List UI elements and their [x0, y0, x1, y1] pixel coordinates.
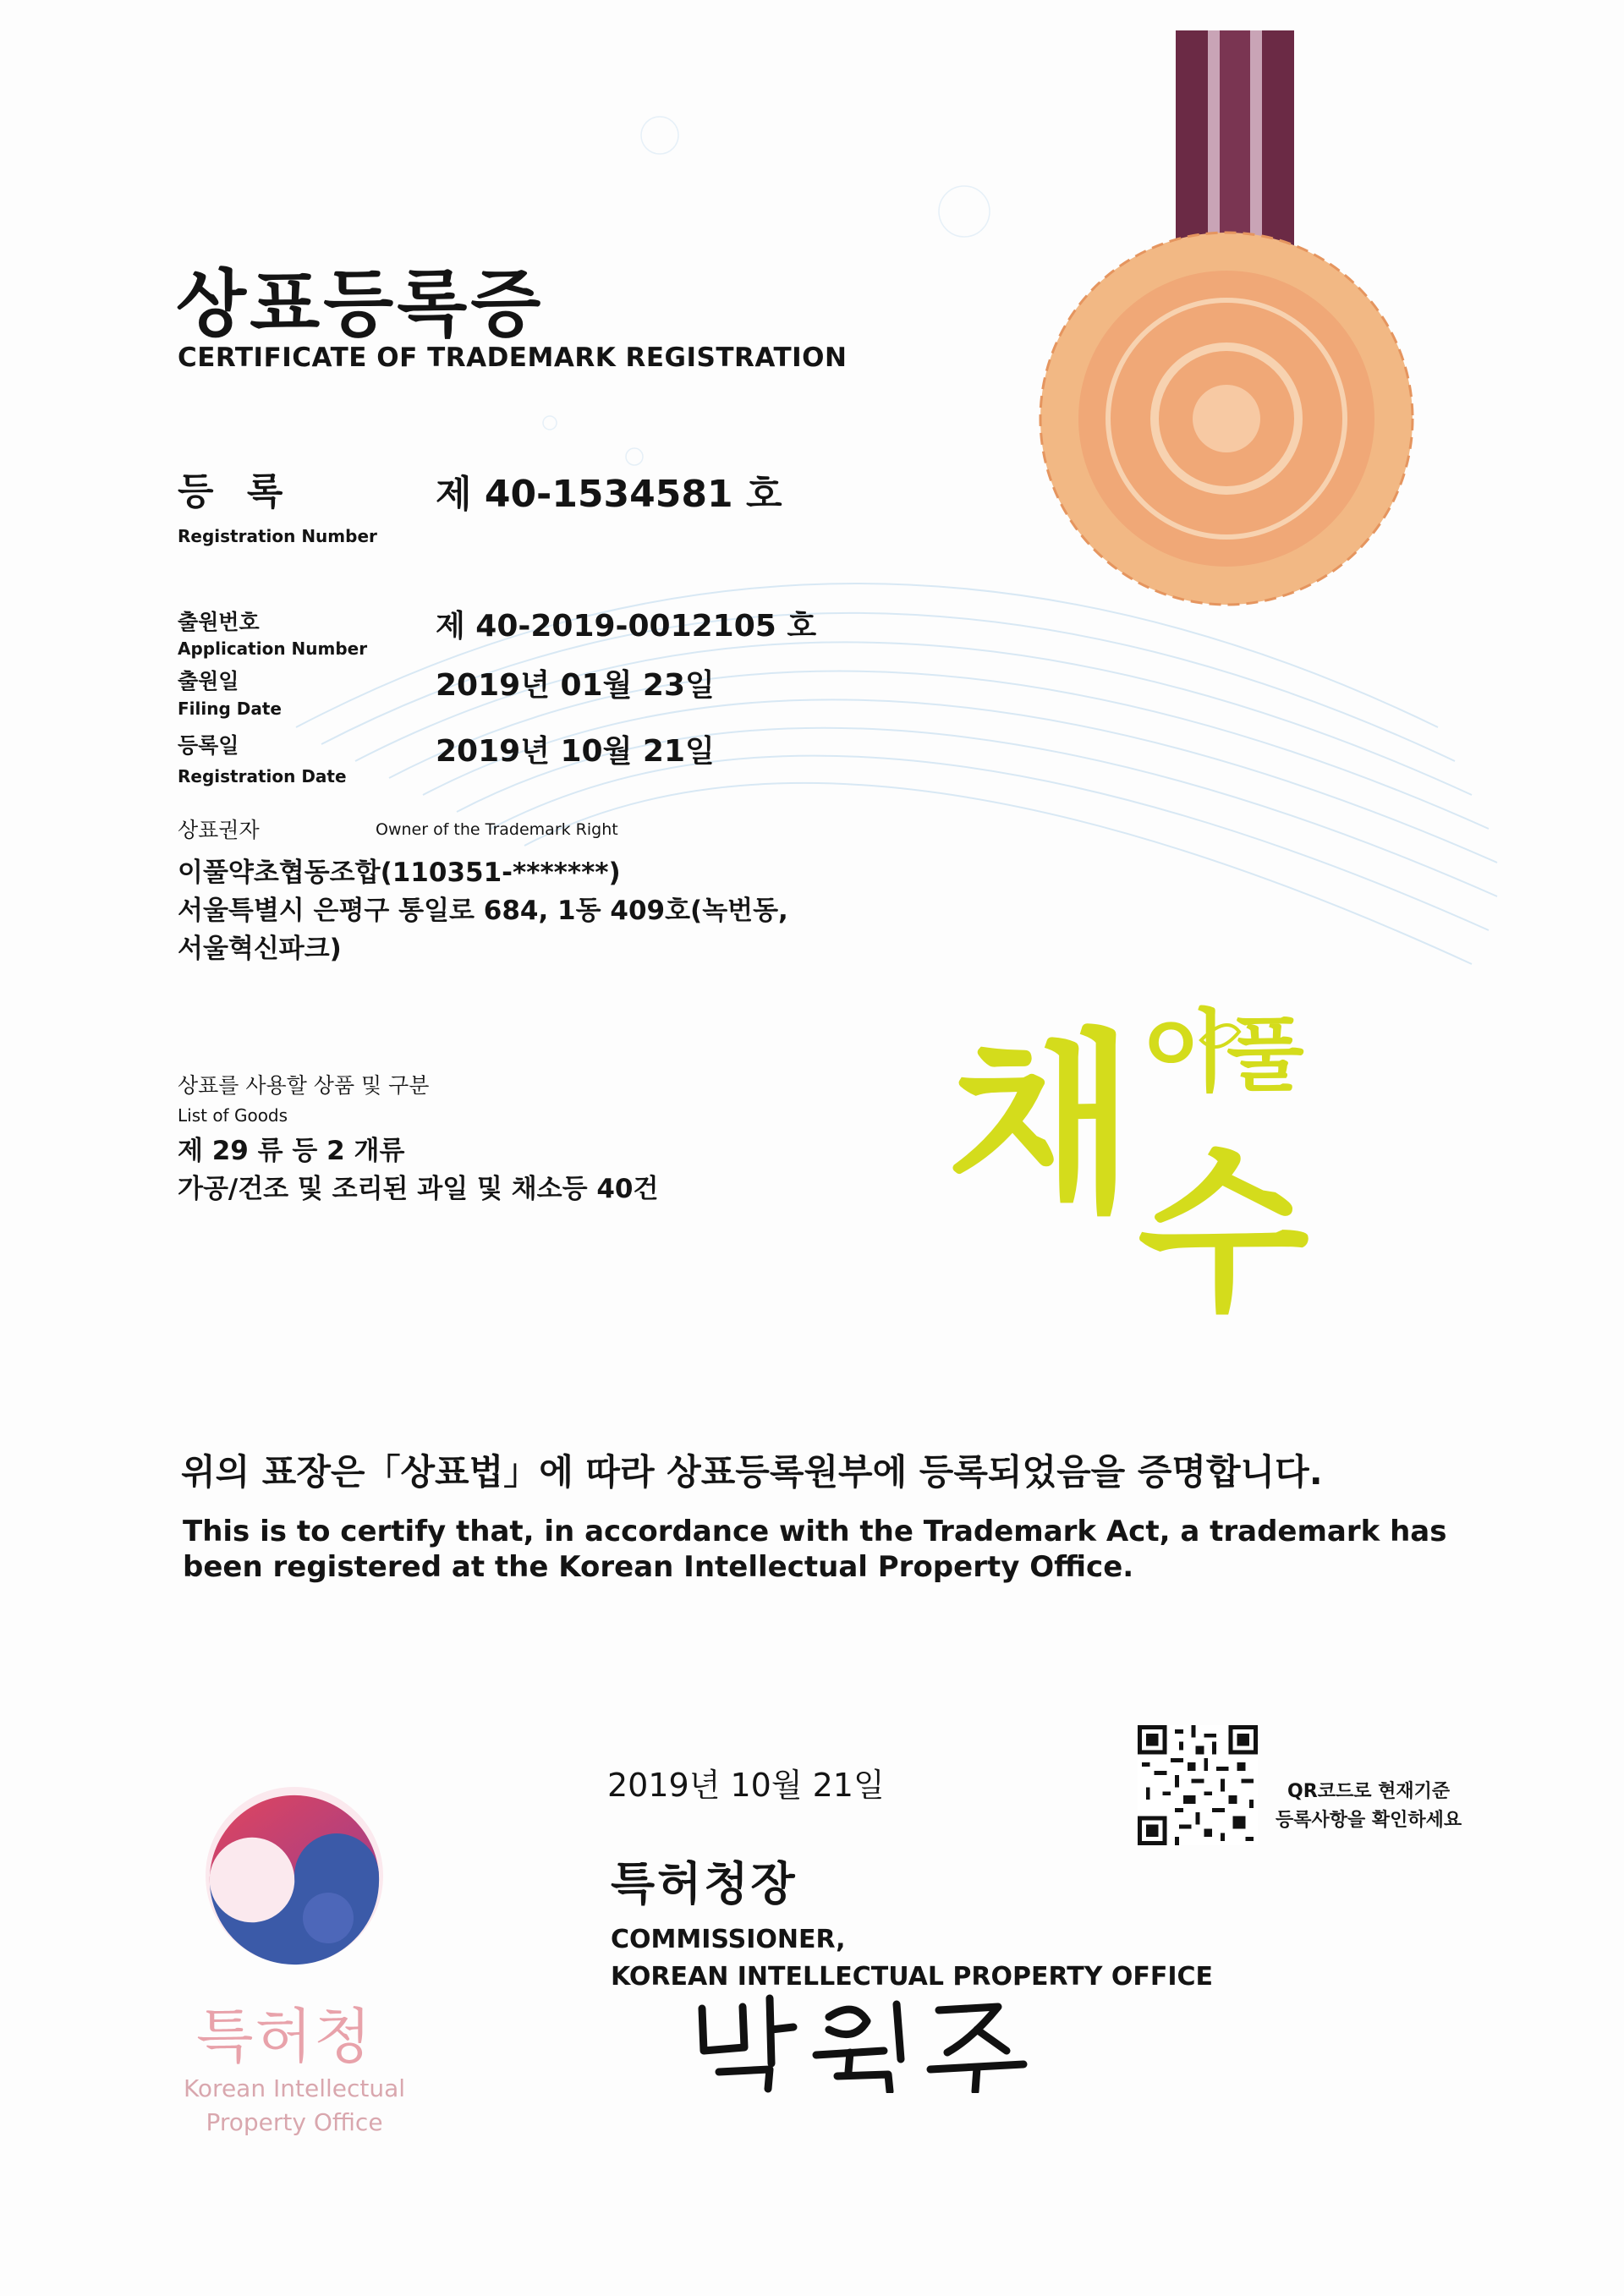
- issuer-korean: 특허청장: [611, 1857, 798, 1910]
- registration-label-korean: 등 록: [178, 470, 294, 513]
- registration-date-label-korean: 등록일: [178, 733, 239, 758]
- filing-date-label-english: Filing Date: [178, 699, 282, 719]
- goods-items: 가공/건조 및 조리된 과일 및 채소등 40건: [178, 1174, 659, 1204]
- certification-statement-english: [183, 1514, 1446, 1585]
- kipo-logo-en-line1: Korean Intellectual: [183, 2074, 406, 2102]
- registration-date-value: 2019년 10월 21일: [436, 734, 715, 769]
- application-label-english: Application Number: [178, 638, 368, 659]
- application-number-value: 제 40-2019-0012105 호: [436, 609, 817, 644]
- application-label-korean: 출원번호: [178, 610, 260, 634]
- goods-label-english: List of Goods: [178, 1105, 288, 1126]
- goods-label-korean: 상표를 사용할 상품 및 구분: [178, 1073, 430, 1098]
- qr-code-note: [1276, 1778, 1462, 1835]
- trademark-main-glyph-1: 채: [947, 1011, 1136, 1239]
- kipo-logo-korean: 특허청: [196, 2002, 373, 2071]
- owner-address-line2: 서울혁신파크): [178, 934, 342, 964]
- trademark-sub-glyph-1: 이: [1142, 1000, 1228, 1104]
- issuer-en-line1: COMMISSIONER,: [611, 1925, 846, 1954]
- filing-date-value: 2019년 01월 23일: [436, 668, 715, 703]
- goods-class: 제 29 류 등 2 개류: [178, 1136, 405, 1166]
- owner-label-korean: 상표권자: [178, 818, 260, 842]
- qr-note-line2: 등록사항을 확인하세요: [1276, 1810, 1462, 1831]
- filing-date-label-korean: 출원일: [178, 669, 239, 693]
- trademark-main-glyph-2: 수: [1138, 1127, 1309, 1328]
- certificate-title-english: CERTIFICATE OF TRADEMARK REGISTRATION: [178, 342, 848, 373]
- certification-en-line1: This is to certify that, in accordance with the Trademark Act, a trademark has: [183, 1515, 1447, 1548]
- taegeuk-logo-icon: [201, 1783, 387, 1969]
- registration-number-value: 제 40-1534581 호: [436, 473, 782, 516]
- owner-label-english: Owner of the Trademark Right: [376, 820, 618, 839]
- issuer-en-line2: KOREAN INTELLECTUAL PROPERTY OFFICE: [611, 1962, 1214, 1992]
- trademark-mark-illustration: [947, 973, 1353, 1328]
- trademark-sub-glyph-2: 풀: [1226, 1009, 1304, 1102]
- certificate-title-korean: 상표등록증: [176, 262, 545, 347]
- handwritten-signature: [694, 1992, 1032, 2093]
- kipo-logo-en-line2: Property Office: [206, 2108, 383, 2136]
- registration-date-label-english: Registration Date: [178, 766, 347, 786]
- owner-name: 이풀약초협동조합(110351-*******): [178, 858, 621, 888]
- kipo-logo-english: [167, 2072, 421, 2140]
- issue-date: 2019년 10월 21일: [607, 1767, 885, 1804]
- qr-code-icon: [1138, 1725, 1258, 1845]
- certification-statement-korean: 위의 표장은「상표법」에 따라 상표등록원부에 등록되었음을 증명합니다.: [181, 1451, 1323, 1493]
- certification-en-line2: been registered at the Korean Intellectual Property Office.: [183, 1550, 1134, 1584]
- qr-note-line1: QR코드로 현재기준: [1287, 1781, 1451, 1802]
- issuer-english: [611, 1921, 1213, 1996]
- gold-seal-icon: [1036, 228, 1417, 609]
- owner-address-line1: 서울특별시 은평구 통일로 684, 1동 409호(녹번동,: [178, 896, 788, 926]
- registration-label-english: Registration Number: [178, 526, 377, 546]
